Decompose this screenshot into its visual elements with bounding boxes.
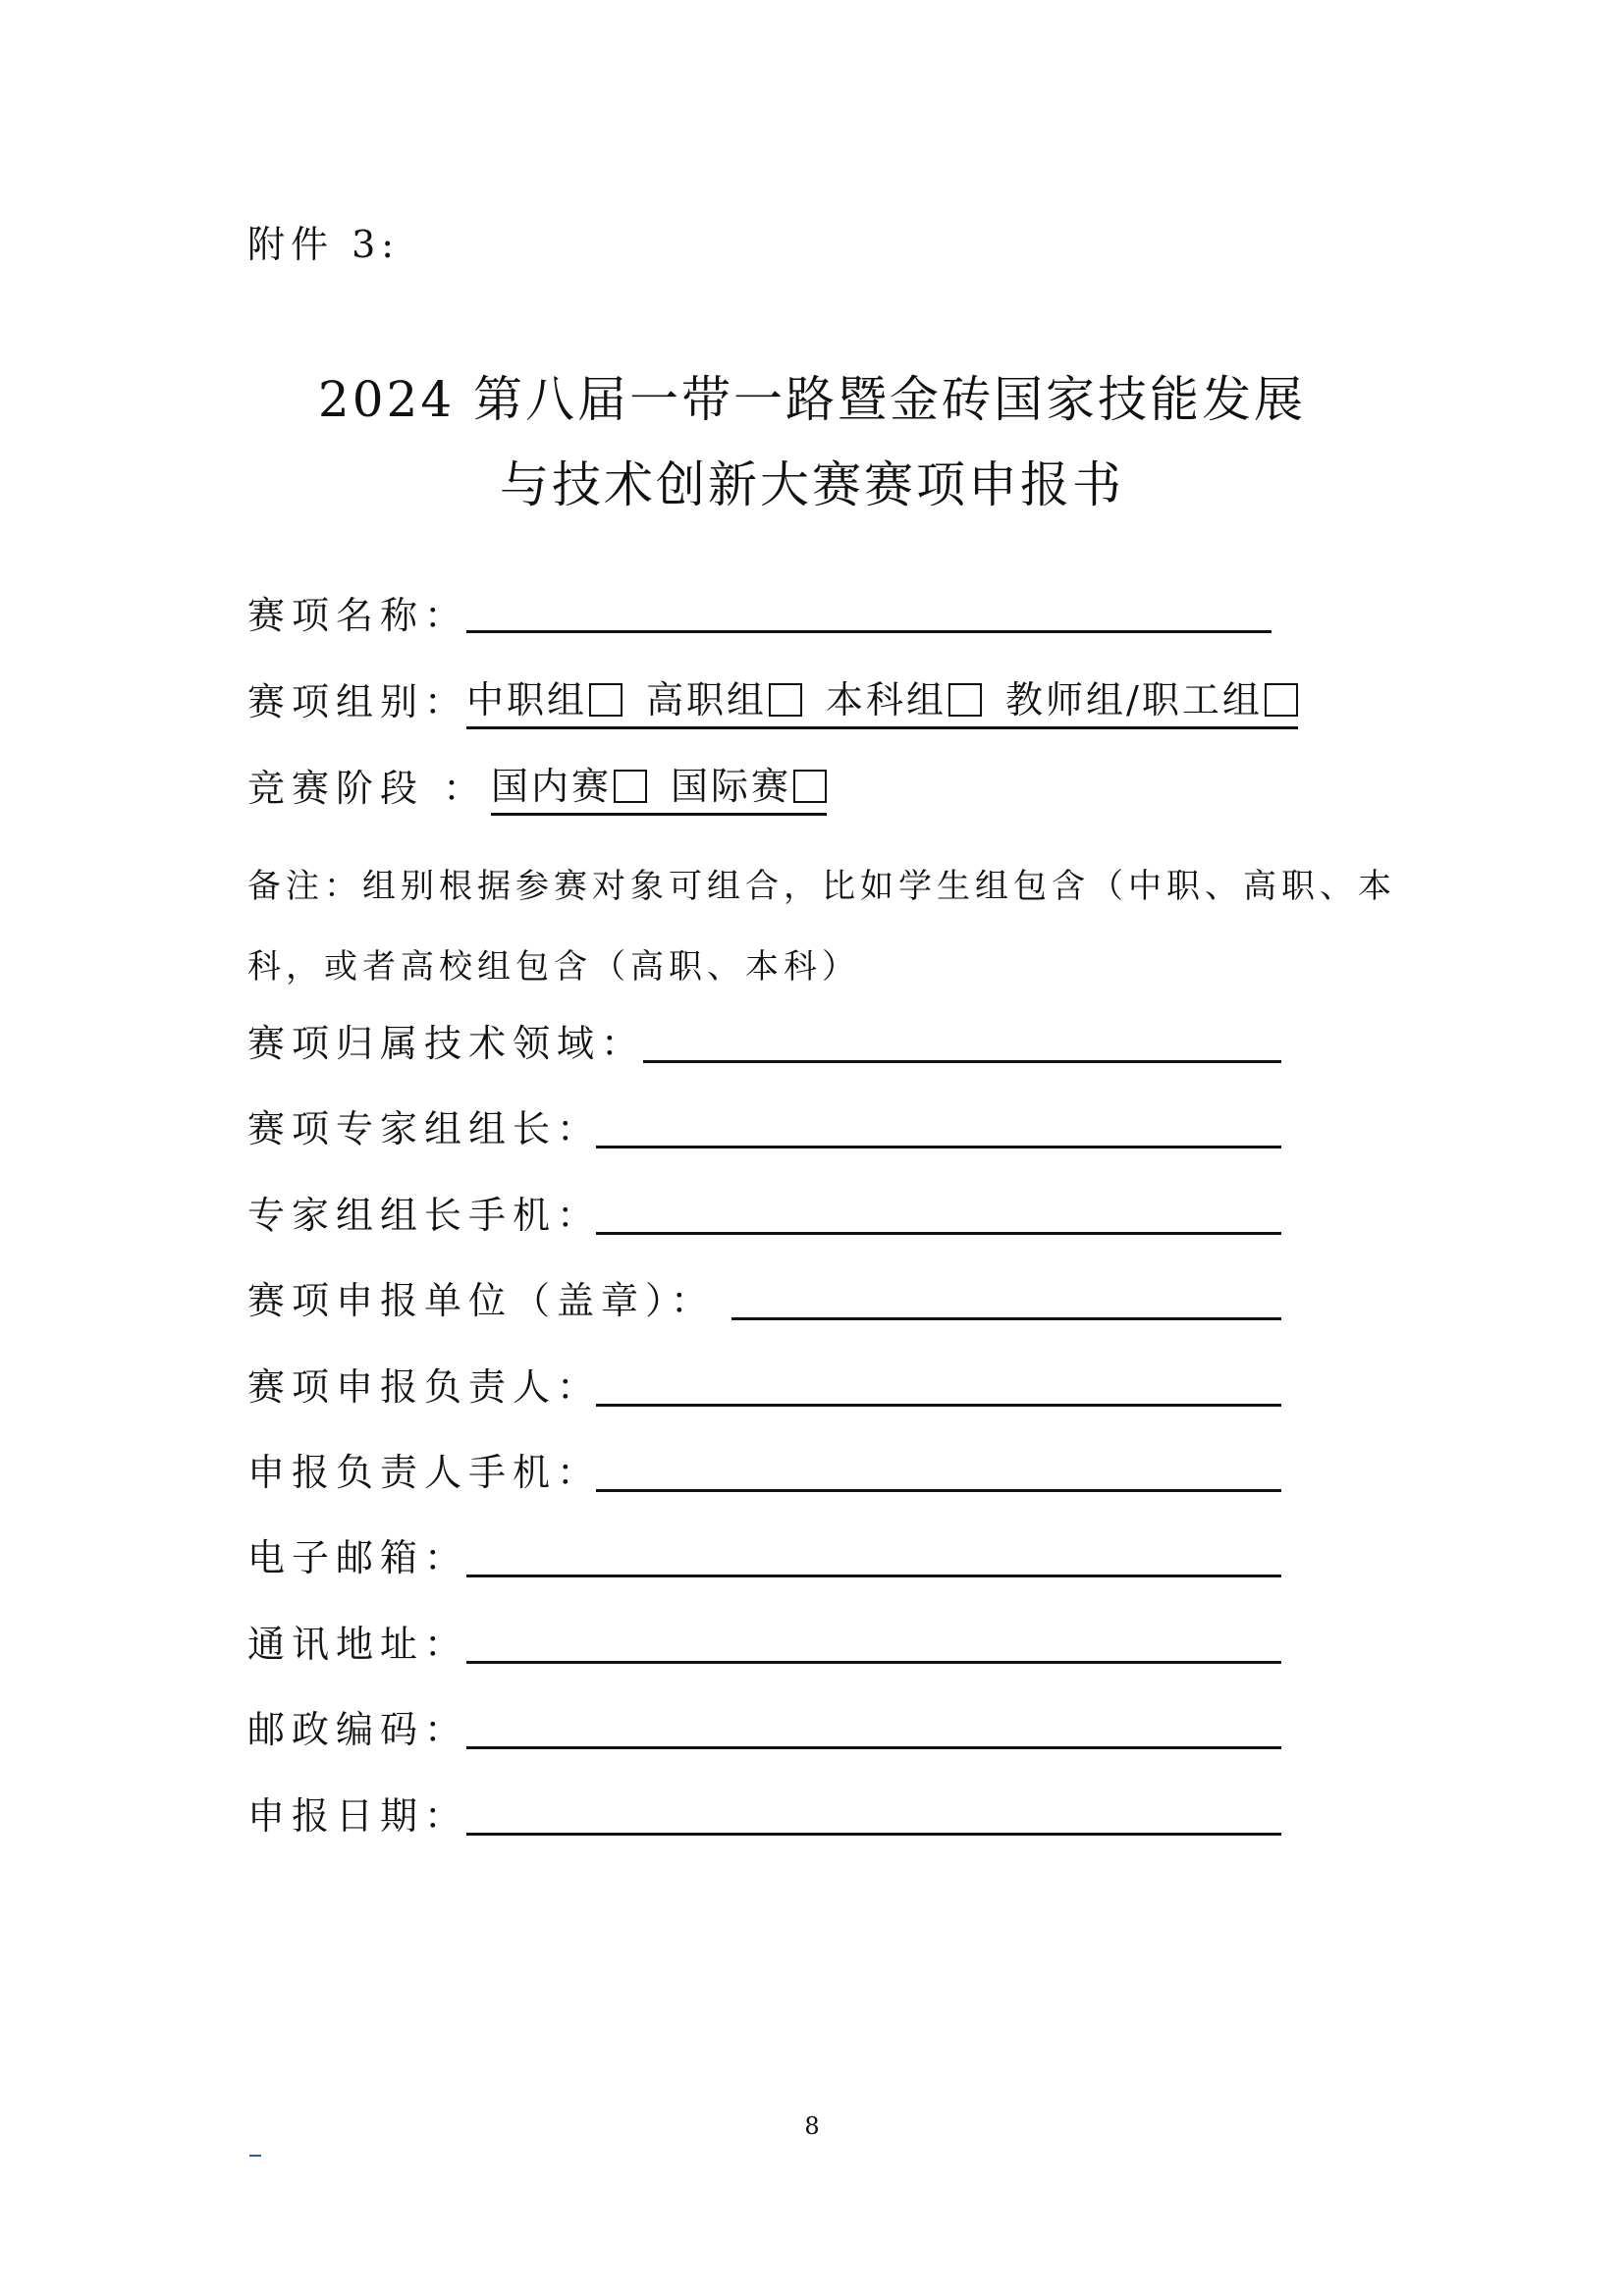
event-group-options <box>466 675 1298 729</box>
document-title-line-2: 与技术创新大赛赛项申报书 <box>500 456 1124 513</box>
field-label-applicant-person: 赛项申报负责人： <box>247 1365 602 1409</box>
applicant-person-field[interactable] <box>596 1404 1281 1407</box>
checkbox-icon[interactable] <box>769 683 802 717</box>
postal-code-field[interactable] <box>466 1746 1281 1749</box>
event-group-label: 赛项组别： <box>247 680 469 723</box>
group-option-higher-vocational[interactable]: 高职组 <box>646 678 802 721</box>
field-label-applicant-phone: 申报负责人手机： <box>247 1451 602 1494</box>
checkbox-icon[interactable] <box>948 683 982 717</box>
field-label-expert-leader: 赛项专家组组长： <box>247 1107 602 1150</box>
event-name-label: 赛项名称： <box>247 594 469 637</box>
field-label-postal-code: 邮政编码： <box>247 1708 469 1751</box>
checkbox-icon[interactable] <box>793 770 827 803</box>
group-option-secondary-vocational[interactable]: 中职组 <box>466 678 623 721</box>
applicant-phone-field[interactable] <box>596 1489 1281 1492</box>
expert-leader-field[interactable] <box>596 1146 1281 1148</box>
footer-mark <box>249 2155 261 2157</box>
expert-leader-phone-field[interactable] <box>596 1232 1281 1235</box>
checkbox-icon[interactable] <box>614 770 647 803</box>
field-label-applicant-unit: 赛项申报单位（盖章）： <box>247 1279 716 1322</box>
stage-option-international[interactable]: 国际赛 <box>671 765 827 808</box>
note-line-1: 备注：组别根据参赛对象可组合，比如学生组包含（中职、高职、本 <box>247 867 1396 906</box>
field-label-address: 通讯地址： <box>247 1623 469 1666</box>
field-label-technical-domain: 赛项归属技术领域： <box>247 1022 646 1065</box>
event-name-field[interactable] <box>466 630 1272 633</box>
group-option-teacher-staff[interactable]: 教师组/职工组 <box>1005 678 1298 721</box>
document-title-line-1: 2024 第八届一带一路暨金砖国家技能发展 <box>317 371 1307 428</box>
field-label-application-date: 申报日期： <box>247 1794 469 1838</box>
applicant-unit-field[interactable] <box>731 1317 1281 1320</box>
competition-stage-options <box>491 762 827 816</box>
stage-option-domestic[interactable]: 国内赛 <box>491 765 647 808</box>
technical-domain-field[interactable] <box>643 1060 1281 1063</box>
note-line-2: 科，或者高校组包含（高职、本科） <box>247 947 860 987</box>
attachment-label: 附件 3: <box>247 223 401 266</box>
checkbox-icon[interactable] <box>1265 683 1298 717</box>
page-number: 8 <box>804 2112 820 2140</box>
address-field[interactable] <box>466 1661 1281 1664</box>
application-date-field[interactable] <box>466 1833 1281 1836</box>
field-label-email: 电子邮箱： <box>247 1536 469 1579</box>
field-label-expert-leader-phone: 专家组组长手机： <box>247 1194 602 1237</box>
email-field[interactable] <box>466 1575 1281 1577</box>
group-option-undergraduate[interactable]: 本科组 <box>826 678 982 721</box>
competition-stage-label: 竞赛阶段 ： <box>247 767 488 810</box>
checkbox-icon[interactable] <box>589 683 623 717</box>
